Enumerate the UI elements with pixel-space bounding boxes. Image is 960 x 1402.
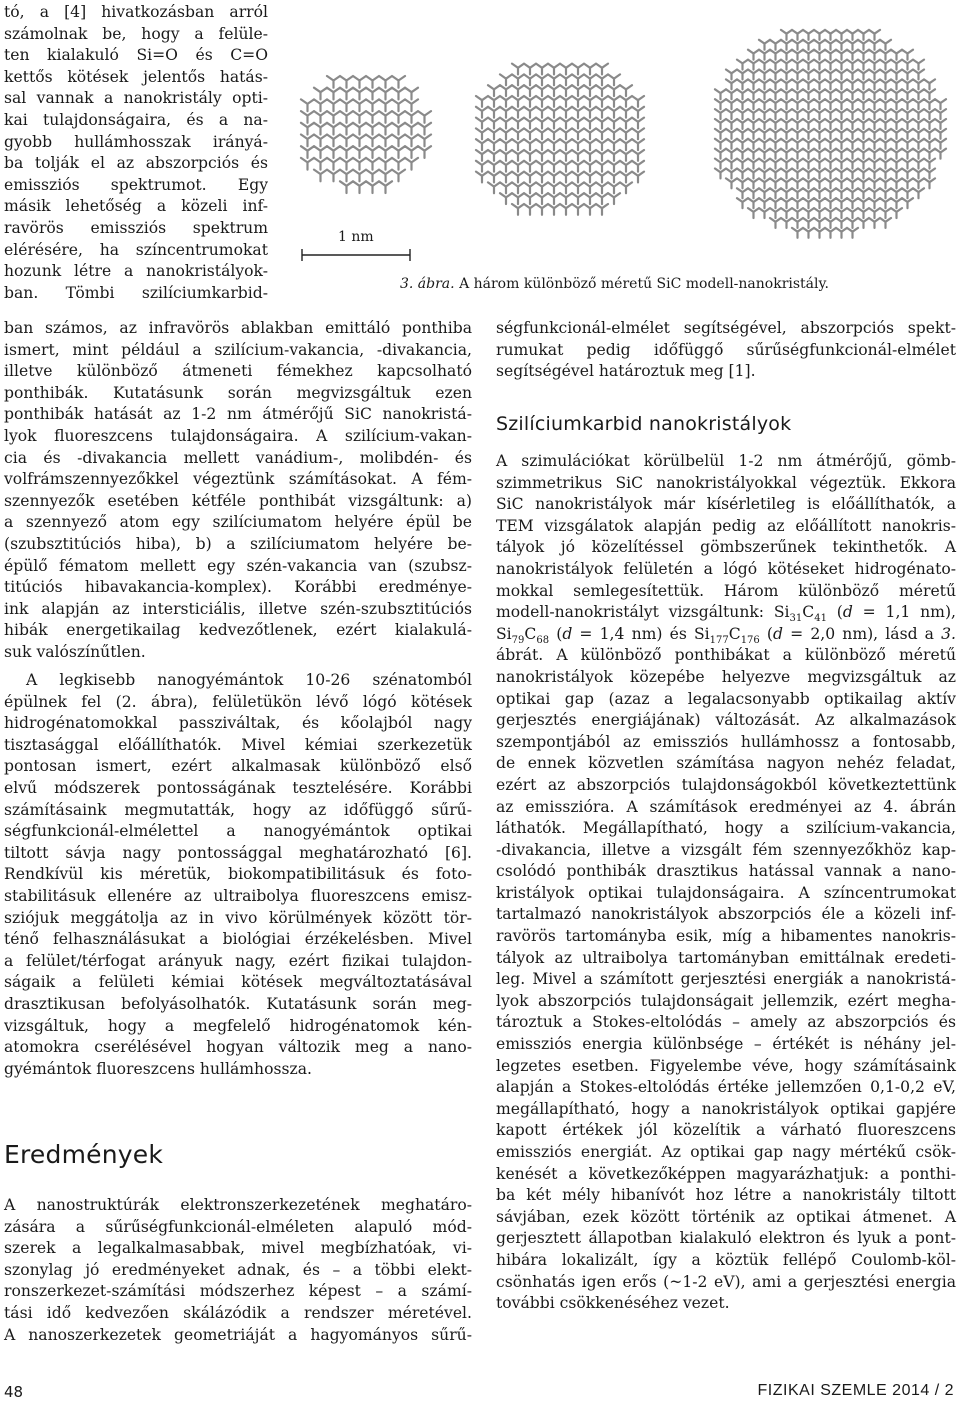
- text-line: -divakancia, illetve a vizsgált fém szennyezőkhöz kap-: [496, 840, 956, 859]
- text-line: tartalmazó nanokristályok abszorpciós éle a közeli inf-: [496, 905, 956, 924]
- text-line: hibára lokalizált, így a köztük fellépő Coulomb-köl-: [496, 1250, 956, 1269]
- paragraph-results: [4, 1195, 472, 1346]
- left-column-paragraph-1: [4, 318, 472, 664]
- text-line: alapján a Stokes-eltolódás értéke jellemzően 0,1-0,2 eV,: [496, 1078, 956, 1097]
- paragraph-results-discussion: [496, 645, 956, 1314]
- text-line: tó, a [4] hivatkozásban arról: [4, 3, 268, 21]
- journal-footer: FIZIKAI SZEMLE 2014 / 2: [757, 1382, 954, 1399]
- text-line: ponthibák. Kutatásunk során megvizsgáltuk ezen: [4, 383, 472, 402]
- text-line: kenését a következőképpen magyarázhatjuk: a ponthi-: [496, 1164, 956, 1183]
- text-line: zására a sűrűségfunkcionál-elméleten alapuló mód-: [4, 1217, 472, 1236]
- text-line: cia és -divakancia mellett vanádium-, molibdén- és: [4, 448, 472, 467]
- text-line: szempontjából az emissziós hullámhossz a fontosabb,: [496, 732, 956, 751]
- figure-caption: [400, 275, 900, 293]
- text-line: kapott értékek jól közelítik a várható fluoreszcens: [496, 1121, 956, 1140]
- text-line: szonylag jó eredményeket adnak, és – a többi elekt-: [4, 1260, 472, 1279]
- text-line: hidrogénatomokkal passziváltak, és kőolajból nagy: [4, 714, 472, 733]
- right-column-paragraph-1: [496, 318, 956, 383]
- text-line: ravörös tartományba esik, míg a hibamentes nanokris-: [496, 927, 956, 946]
- text-line: tási idő kedvezően skálázódik a rendszer méretével.: [4, 1303, 472, 1322]
- text-line: épülő fématom mellett egy szén-vakancia van (szubsz-: [4, 556, 472, 575]
- nanocrystal-si31c41: [301, 76, 431, 193]
- paragraph-tddft: [496, 318, 956, 383]
- nanocrystal-illustration: [282, 0, 960, 270]
- nanocrystal-si177c176: [715, 30, 946, 238]
- text-line: számolnak be, hogy a felüle-: [4, 24, 268, 43]
- formula-line-si79c68: $Si_{79}C_{68}$ (d = 1,4 nm) és $Si_{177}C_{176}$ (d = 2,0 nm), lásd a 3.: [496, 624, 957, 646]
- text-line: ábrát. A különböző ponthibákat a különböző méretű: [496, 646, 956, 665]
- text-line: A szimulációkat körülbelül 1-2 nm átmérőjű, gömb-: [496, 452, 956, 470]
- text-line: kai tulajdonságaira, és a na-: [4, 110, 268, 129]
- text-line: nanokristályok közepébe helyezve megvizsgáltuk az: [496, 667, 956, 686]
- scale-bar-label: 1 nm: [338, 229, 374, 245]
- figure-caption-text: A három különböző méretű SiC modell-nanokristály.: [459, 276, 829, 292]
- text-line: sávjában, ezek között történik az optikai átmenet. A: [496, 1207, 956, 1226]
- text-line: Rendkívül kis méretük, biokompatibilitásuk és foto-: [4, 865, 472, 884]
- text-line: ink alapján az intersticiális, illetve szén-szubsztitúciós: [4, 599, 472, 618]
- text-line: A nanoszerkezetek geometriáját a hagyományos sűrű-: [4, 1325, 472, 1344]
- text-line: elérésére, ha színcentrumokat: [4, 240, 268, 259]
- text-line: vizsgáltuk, hogy a megfelelő hidrogénatomok kén-: [4, 1016, 472, 1035]
- text-line: volfrámszennyezőkkel végeztünk számításokat. A fém-: [4, 470, 472, 489]
- text-line: nanokristályok felületén a lógó kötéseket hidrogénato-: [496, 559, 956, 578]
- text-line: stabilitásuk ellenére az ultraibolya fluoreszcens emisz-: [4, 886, 472, 905]
- text-line: elvű módszerek pontosságának tesztelésére. Korábbi: [4, 778, 472, 797]
- text-line: (szubsztitúciós hiba), b) a szilíciumatom helyére be-: [4, 534, 472, 553]
- right-column-paragraph-2: [496, 451, 956, 1315]
- text-line: ténő felhasználásukat a biológiai érzékelésben. Mivel: [4, 930, 472, 949]
- text-line: lyok fluoreszcens tulajdonságaira. A szilícium-vakan-: [4, 426, 472, 445]
- text-line: illetve különböző átmeneti fémekhez kapcsolható: [4, 362, 472, 381]
- text-line: ságaik a felületi kémiai kötések megváltoztatásával: [4, 973, 472, 992]
- text-line: csönhatás igen erős (~1-2 eV), ami a gerjesztési energia: [496, 1272, 956, 1291]
- text-line: gerjesztett állapotban kialakuló elektron és lyuk a pont-: [496, 1229, 956, 1248]
- scale-bar: [300, 248, 412, 262]
- text-line: épülnek fel (2. ábra), felületükön lévő lógó kötések: [4, 692, 472, 711]
- text-line: ségfunkcionál-elmélet segítségével, abszorpciós spekt-: [496, 319, 956, 337]
- left-column-paragraph-3: [4, 1195, 472, 1346]
- text-line: TEM vizsgálatok alapján pedig az előállított nanokris-: [496, 516, 956, 535]
- text-line: ponthibák hatását az 1-2 nm átmérőjű SiC nanokristá-: [4, 405, 472, 424]
- text-line: pontosan ismert, ezért alkalmasak különböző első: [4, 757, 472, 776]
- text-line: gyémántok fluoreszcens hullámhossza.: [4, 1059, 312, 1078]
- section-heading-results: Eredmények: [4, 1140, 164, 1169]
- text-line: de ennek közvetlen számítása nagyon nehéz feladat,: [496, 754, 956, 773]
- text-line: gerjesztés energiájának) változását. Az alkalmazások: [496, 711, 956, 730]
- nanocrystal-si79c68-bonds: [476, 64, 644, 215]
- text-line: ezért az abszorpciós tulajdonságokból következtettünk: [496, 775, 956, 794]
- left-column-paragraph-2: [4, 670, 472, 1080]
- text-line: ban. Tömbi szilíciumkarbid-: [4, 283, 268, 302]
- formula-line-si31c41: modell-nanokristályt vizsgáltunk: $Si_{31}C_{41}$ (d = 1,1 nm),: [496, 603, 957, 625]
- text-line: további csökkenéséhez vezet.: [496, 1294, 730, 1313]
- text-line: atomokra cserélésével hogyan változik meg a nano-: [4, 1038, 472, 1057]
- page-number: 48: [4, 1383, 24, 1401]
- figure-caption-label: 3. ábra.: [400, 276, 455, 292]
- text-line: számításaink megmutatták, hogy az időfüggő sűrű-: [4, 800, 472, 819]
- nanocrystal-si177c176-bonds: [715, 30, 946, 238]
- text-line: láthatók. Megállapítható, hogy a szilícium-vakancia,: [496, 819, 956, 838]
- text-line: suk valószínűtlen.: [4, 642, 146, 661]
- text-line: tályok az ultraibolya tartományban emittálnak eredeti-: [496, 948, 956, 967]
- text-line: lyok abszorpciós tulajdonságait jellemzik, ezért megha-: [496, 991, 956, 1010]
- text-line: sziójuk meggátolja az in vivo körülmények között tör-: [4, 908, 472, 927]
- text-line: emissziós spektrumot. Egy: [4, 175, 268, 194]
- text-line: drasztikusan befolyásolhatók. Kutatásunk során meg-: [4, 994, 472, 1013]
- text-line: ségfunkcionál-elmélettel a nanogyémántok optikai: [4, 822, 472, 841]
- text-line: a szennyező atom egy szilíciumatom helyére épül be: [4, 513, 472, 532]
- text-line: másik lehetőség a közeli inf-: [4, 197, 268, 216]
- text-line: ba tolják el az abszorpciós és: [4, 154, 268, 173]
- text-line: a felület/térfogat arányuk nagy, ezért fizikai tulajdon-: [4, 951, 472, 970]
- section-heading-sic-nanocrystals: Szilíciumkarbid nanokristályok: [496, 413, 792, 435]
- text-line: A nanostruktúrák elektronszerkezetének meghatáro-: [4, 1196, 472, 1214]
- text-line: titúciós hibavakancia-komplex). Korábbi eredménye-: [4, 578, 472, 597]
- text-line: ismert, mint például a szilícium-vakancia, -divakancia,: [4, 340, 472, 359]
- text-line: szimmetrikus SiC nanokristályokkal végeztük. Ekkora: [496, 473, 956, 492]
- text-line: ravörös emissziós spektrum: [4, 218, 268, 237]
- text-line: segítségével határoztuk meg [1].: [496, 362, 756, 381]
- text-line: kettős kötések jelentős hatás-: [4, 67, 268, 86]
- text-line: csolódó ponthibák drasztikus hatással vannak a nano-: [496, 862, 956, 881]
- text-line: ronszerkezet-számítási módszerhez képest – a számí-: [4, 1282, 472, 1301]
- text-line: emissziós energiát. Az optikai gap nagy mértékű csök-: [496, 1143, 956, 1161]
- text-line: ban számos, az infravörös ablakban emittáló ponthiba: [4, 319, 472, 337]
- nanocrystal-si79c68: [476, 64, 644, 215]
- text-line: ten kialakuló Si=O és C=O: [4, 46, 268, 65]
- text-line: A legkisebb nanogyémántok 10-26 szénatomból: [26, 671, 472, 689]
- text-line: tároztuk a Stokes-eltolódás – amely az abszorpciós és: [496, 1013, 956, 1032]
- text-line: hozunk létre a nanokristályok-: [4, 262, 268, 281]
- text-line: tályok jó közelítéssel gömbszerűnek tekinthetők. A: [496, 538, 956, 557]
- paragraph-point-defects: [4, 318, 472, 664]
- nanocrystal-si31c41-bonds: [301, 76, 431, 193]
- paragraph-simulations: [496, 451, 956, 602]
- text-line: sal vannak a nanokristály opti-: [4, 89, 268, 108]
- text-line: SiC nanokristályok már kísérletileg is előállíthatók, a: [496, 495, 956, 514]
- text-line: megállapítható, hogy a nanokristályok optikai gapjére: [496, 1099, 956, 1118]
- text-line: legzetes esetben. Figyelembe véve, hogy számításaink: [496, 1056, 956, 1075]
- text-line: kristályok optikai tulajdonságaira. A színcentrumokat: [496, 883, 956, 902]
- text-line: leg. Mivel a számított gerjesztési energiák a nanokristá-: [496, 970, 956, 989]
- text-line: tiltott sávja nagy pontossággal meghatározható [6].: [4, 843, 472, 862]
- text-line: hibák energetikailag kedvezőtlenek, ezért kialakulá-: [4, 621, 472, 640]
- text-line: ba két mély hibanívót hoz létre a nanokristály tiltott: [496, 1186, 956, 1205]
- paragraph-nanodiamonds: [4, 670, 472, 1080]
- paragraph-intro-continued: [4, 2, 268, 304]
- text-line: gyobb hullámhosszak irányá-: [4, 132, 268, 151]
- text-line: tisztasággal előállíthatók. Mivel kémiai szerkezetük: [4, 735, 472, 754]
- text-line: az emisszióra. A számítások eredményei az 4. ábrán: [496, 797, 956, 816]
- text-line: szennyezők esetében kétféle ponthibát vizsgáltunk: a): [4, 491, 472, 510]
- text-line: mokkal semlegesítettük. Három különböző méretű: [496, 581, 956, 600]
- text-line: rumukat pedig időfüggő sűrűségfunkcionál-elmélet: [496, 340, 956, 359]
- left-wrap-paragraph: [4, 2, 268, 304]
- text-line: emissziós energia különbsége – értékét is néhány jel-: [496, 1035, 956, 1054]
- text-line: szerek a legalkalmasabbak, mivel megbízhatóak, vi-: [4, 1239, 472, 1258]
- text-line: optikai gap (azaz a legalacsonyabb optikailag aktív: [496, 689, 956, 708]
